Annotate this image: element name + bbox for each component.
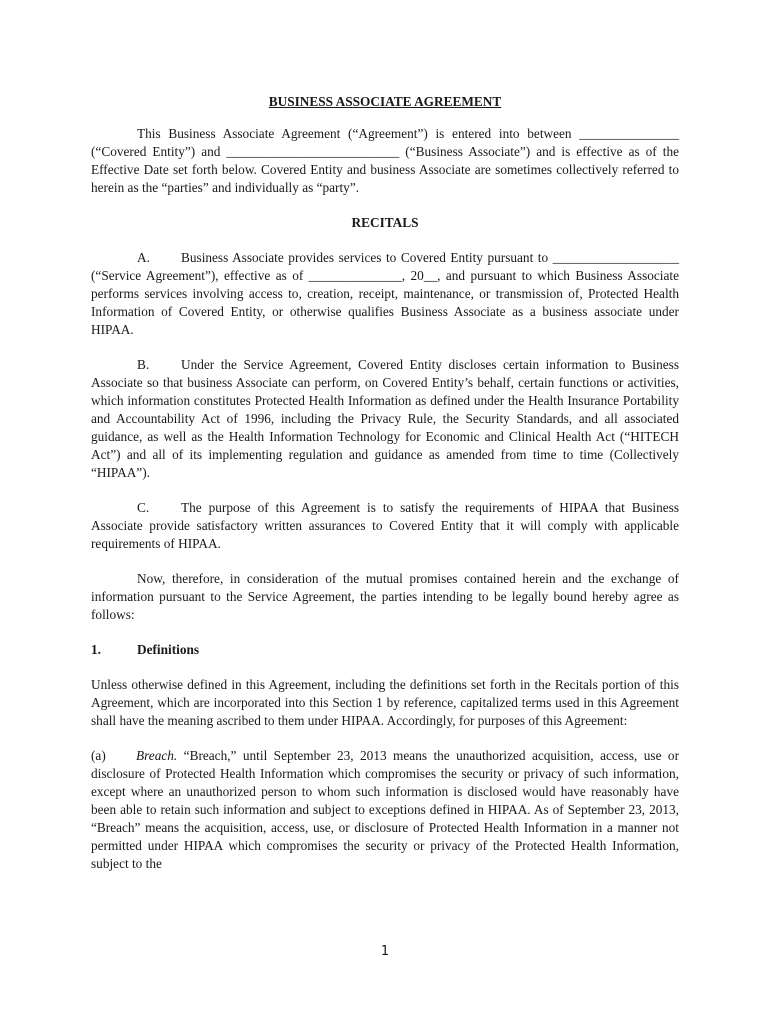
- recital-b: [91, 356, 679, 482]
- recitals-heading: RECITALS: [351, 215, 419, 230]
- section-heading-definitions: [91, 641, 679, 659]
- recital-letter: B.: [137, 357, 150, 372]
- recital-a: [91, 249, 679, 339]
- recital-text: The purpose of this Agreement is to satisfy the requirements of HIPAA that Business Associate provide satisfactory written assurances to Covered Entity that it will comply with applicable requirements of HIPAA.: [91, 500, 679, 551]
- spacer: [91, 339, 679, 356]
- recital-c: [91, 499, 679, 553]
- spacer: [91, 624, 679, 641]
- document-page: [91, 93, 679, 873]
- definition-text: “Breach,” until September 23, 2013 means the unauthorized acquisition, access, use or disclosure of Protected Health Information which compromises the security or privacy of such information, except where an unauthorized person to whom such information is disclosed would have reasonably have been able to retain such information and subject to exceptions defined in HIPAA. As of September 23, 2013, “Breach” means the acquisition, access, use, or disclosure of Protected Health Information in a manner not permitted under HIPAA which compromises the security or privacy of the Protected Health Information, subject to the: [91, 748, 680, 871]
- recital-letter: A.: [137, 250, 150, 265]
- recital-letter: C.: [137, 500, 150, 515]
- intro-paragraph: This Business Associate Agreement (“Agreement”) is entered into between _______________ (“Covered Entity”) and __________________________ (“Business Associate”) and is effective as of the Effective Date set forth below. Covered Entity and business Associate are sometimes collectively referred to herein as the “parties” and individually as “party”.: [91, 126, 679, 195]
- spacer: [91, 482, 679, 499]
- definition-tag: (a): [91, 748, 106, 763]
- spacer: [91, 553, 679, 570]
- section-title: Definitions: [137, 642, 200, 657]
- section-number: 1.: [91, 642, 101, 657]
- spacer: [91, 730, 679, 747]
- spacer: [91, 659, 679, 676]
- definition-breach: [91, 747, 679, 873]
- spacer: [91, 232, 679, 249]
- definition-term: Breach.: [136, 748, 178, 763]
- page-number: 1: [380, 944, 390, 959]
- recital-text: Under the Service Agreement, Covered Entity discloses certain information to Business Associate so that business Associate can perform, on Covered Entity’s behalf, certain functions or activities, which information constitutes Protected Health Information as defined under the Health Insurance Portability and Accountability Act of 1996, including the Privacy Rule, the Security Standards, and all associated guidance, as well as the Health Information Technology for Economic and Clinical Health Act (“HITECH Act”) and all of its implementing regulation and guidance as amended from time to time (Collectively “HIPAA”).: [91, 357, 679, 480]
- spacer: [91, 197, 679, 214]
- recital-text: Business Associate provides services to Covered Entity pursuant to ___________________ (“Service Agreement”), effective as of ______________, 20__, and pursuant to which Business Associate performs services involving access to, creation, receipt, maintenance, or transmission of, Protected Health Information of Covered Entity, or otherwise qualifies Business Associate as a business associate under HIPAA.: [91, 250, 679, 337]
- now-therefore-paragraph: Now, therefore, in consideration of the mutual promises contained herein and the exchange of information pursuant to the Service Agreement, the parties intending to be legally bound hereby agree as follows:: [91, 571, 679, 622]
- document-title: BUSINESS ASSOCIATE AGREEMENT: [268, 94, 502, 109]
- definitions-intro: Unless otherwise defined in this Agreement, including the definitions set forth in the Recitals portion of this Agreement, which are incorporated into this Section 1 by reference, capitalized terms used in this Agreement shall have the meaning ascribed to them under HIPAA. Accordingly, for purposes of this Agreement:: [91, 677, 679, 728]
